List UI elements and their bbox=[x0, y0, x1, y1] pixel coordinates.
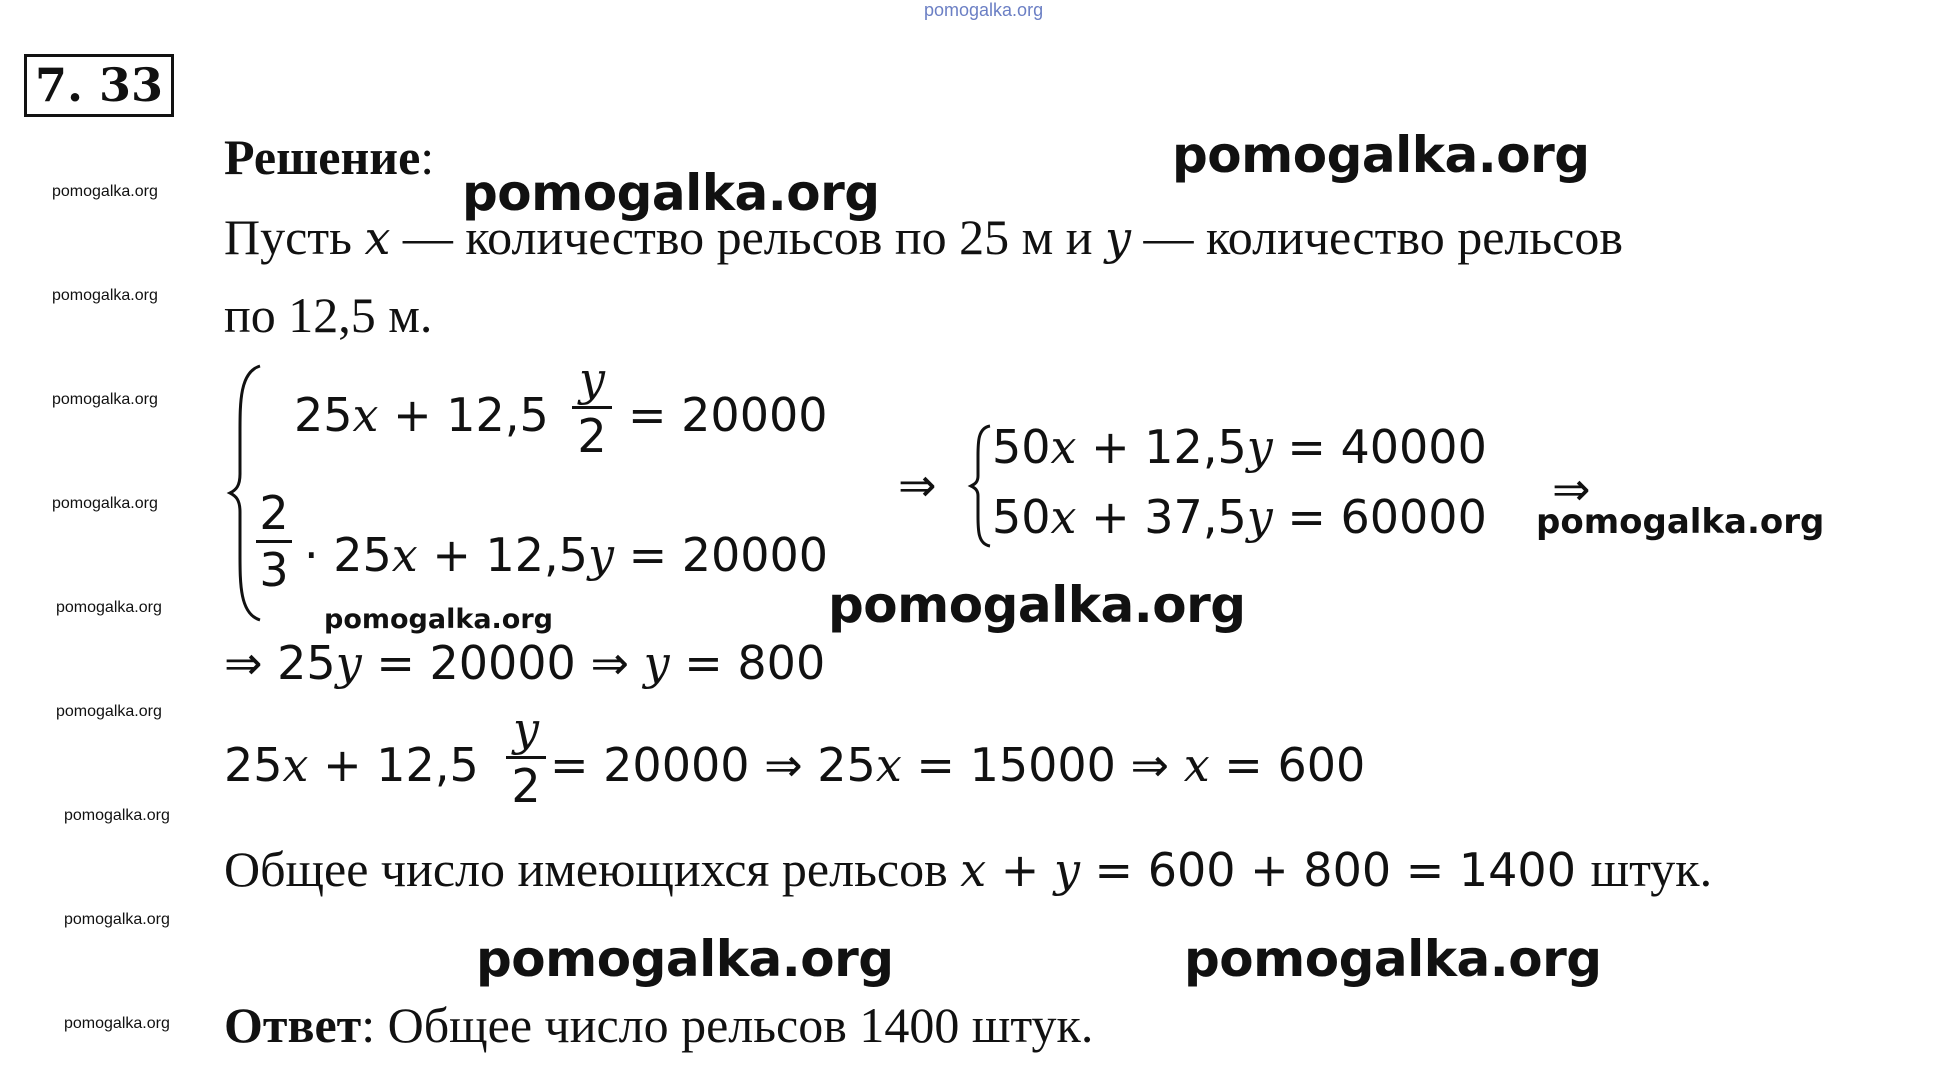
watermark-large: pomogalka.org bbox=[1184, 930, 1602, 988]
var-y: y bbox=[1246, 420, 1273, 474]
watermark-top: pomogalka.org bbox=[924, 0, 1044, 20]
system1-eq1-right: = 20000 bbox=[628, 388, 828, 442]
var-y: y bbox=[335, 636, 362, 690]
watermark-large: pomogalka.org bbox=[1172, 126, 1590, 184]
side-watermark: pomogalka.org bbox=[64, 911, 170, 928]
math-text: = 600 + 800 = 1400 bbox=[1079, 843, 1591, 897]
math-text: + bbox=[986, 843, 1054, 897]
math-text: ⇒ 25 bbox=[224, 636, 336, 690]
math-text: 50 bbox=[992, 420, 1051, 474]
intro-text: — количество рельсов bbox=[1131, 209, 1623, 265]
system1-eq1-left bbox=[294, 388, 549, 442]
total-text: штук. bbox=[1590, 841, 1713, 897]
var-y: y bbox=[1053, 843, 1080, 897]
math-text: · 25 bbox=[304, 528, 392, 582]
system1-eq2 bbox=[304, 528, 828, 582]
math-text: 25 bbox=[224, 738, 283, 792]
math-text: 25 bbox=[294, 388, 353, 442]
fraction-numerator: y bbox=[513, 702, 539, 756]
side-watermark: pomogalka.org bbox=[56, 703, 162, 720]
var-x: x bbox=[875, 738, 902, 792]
fraction-denominator: 3 bbox=[259, 543, 289, 597]
system2-eq1 bbox=[992, 420, 1487, 474]
fraction-numerator: 2 bbox=[259, 486, 289, 540]
math-text: 50 bbox=[992, 490, 1051, 544]
fraction-denominator: 2 bbox=[511, 759, 541, 813]
side-watermark: pomogalka.org bbox=[56, 599, 162, 616]
var-x: x bbox=[1183, 738, 1210, 792]
fraction-numerator: y bbox=[579, 352, 605, 406]
watermark-large: pomogalka.org bbox=[462, 164, 880, 222]
var-y: y bbox=[1105, 211, 1132, 265]
math-text: + 12,5 bbox=[417, 528, 588, 582]
math-text: = 40000 bbox=[1272, 420, 1487, 474]
watermark-large: pomogalka.org bbox=[828, 576, 1246, 634]
side-watermark: pomogalka.org bbox=[52, 391, 158, 408]
math-text: + 37,5 bbox=[1076, 490, 1247, 544]
math-text: = 20000 ⇒ bbox=[361, 636, 644, 690]
var-y: y bbox=[643, 636, 670, 690]
side-watermark: pomogalka.org bbox=[52, 495, 158, 512]
fraction-y-over-2 bbox=[572, 354, 612, 461]
system2-eq2 bbox=[992, 490, 1487, 544]
math-text: = 20000 bbox=[613, 528, 829, 582]
intro-text: Пусть bbox=[224, 209, 365, 265]
answer-line bbox=[224, 996, 1093, 1054]
solution-label: Решение bbox=[224, 129, 421, 185]
var-x: x bbox=[391, 528, 418, 582]
math-text: + 12,5 bbox=[1076, 420, 1247, 474]
side-watermark: pomogalka.org bbox=[64, 807, 170, 824]
intro-line-1 bbox=[224, 208, 1623, 266]
implies-arrow: ⇒ bbox=[1552, 462, 1591, 516]
var-y: y bbox=[1246, 490, 1273, 544]
intro-line-2: по 12,5 м. bbox=[224, 287, 433, 343]
math-text: = 60000 bbox=[1272, 490, 1487, 544]
intro-text: — количество рельсов по 25 м и bbox=[390, 209, 1106, 265]
answer-label: Ответ bbox=[224, 997, 362, 1053]
math-text: = 15000 ⇒ bbox=[901, 738, 1184, 792]
implies-arrow: ⇒ bbox=[898, 458, 937, 512]
solution-colon: : bbox=[420, 129, 435, 185]
math-text: + 12,5 bbox=[308, 738, 479, 792]
fraction-denominator: 2 bbox=[577, 409, 607, 463]
var-x: x bbox=[352, 388, 379, 442]
var-y: y bbox=[587, 528, 614, 582]
var-x: x bbox=[282, 738, 309, 792]
solution-heading bbox=[224, 128, 434, 186]
answer-text: : Общее число рельсов 1400 штук. bbox=[361, 997, 1094, 1053]
watermark-small: pomogalka.org bbox=[324, 604, 553, 635]
math-text: = 20000 ⇒ 25 bbox=[550, 738, 876, 792]
total-line bbox=[224, 840, 1712, 898]
watermark-medium: pomogalka.org bbox=[1536, 502, 1825, 542]
math-text: = 800 bbox=[669, 636, 826, 690]
total-text: Общее число имеющихся рельсов bbox=[224, 841, 961, 897]
line-solve-x-right bbox=[550, 738, 1365, 792]
math-text: + 12,5 bbox=[378, 388, 549, 442]
line-solve-x-left bbox=[224, 738, 479, 792]
var-x: x bbox=[960, 843, 987, 897]
math-text: = 600 bbox=[1209, 738, 1366, 792]
var-x: x bbox=[364, 211, 391, 265]
var-x: x bbox=[1050, 420, 1077, 474]
side-watermark: pomogalka.org bbox=[52, 183, 158, 200]
line-solve-y bbox=[224, 636, 825, 690]
task-number: 7. 33 bbox=[24, 54, 174, 117]
side-watermark: pomogalka.org bbox=[64, 1015, 170, 1032]
fraction-y-over-2 bbox=[506, 704, 546, 811]
fraction-2-over-3 bbox=[256, 488, 292, 595]
var-x: x bbox=[1050, 490, 1077, 544]
side-watermark: pomogalka.org bbox=[52, 287, 158, 304]
watermark-large: pomogalka.org bbox=[476, 930, 894, 988]
